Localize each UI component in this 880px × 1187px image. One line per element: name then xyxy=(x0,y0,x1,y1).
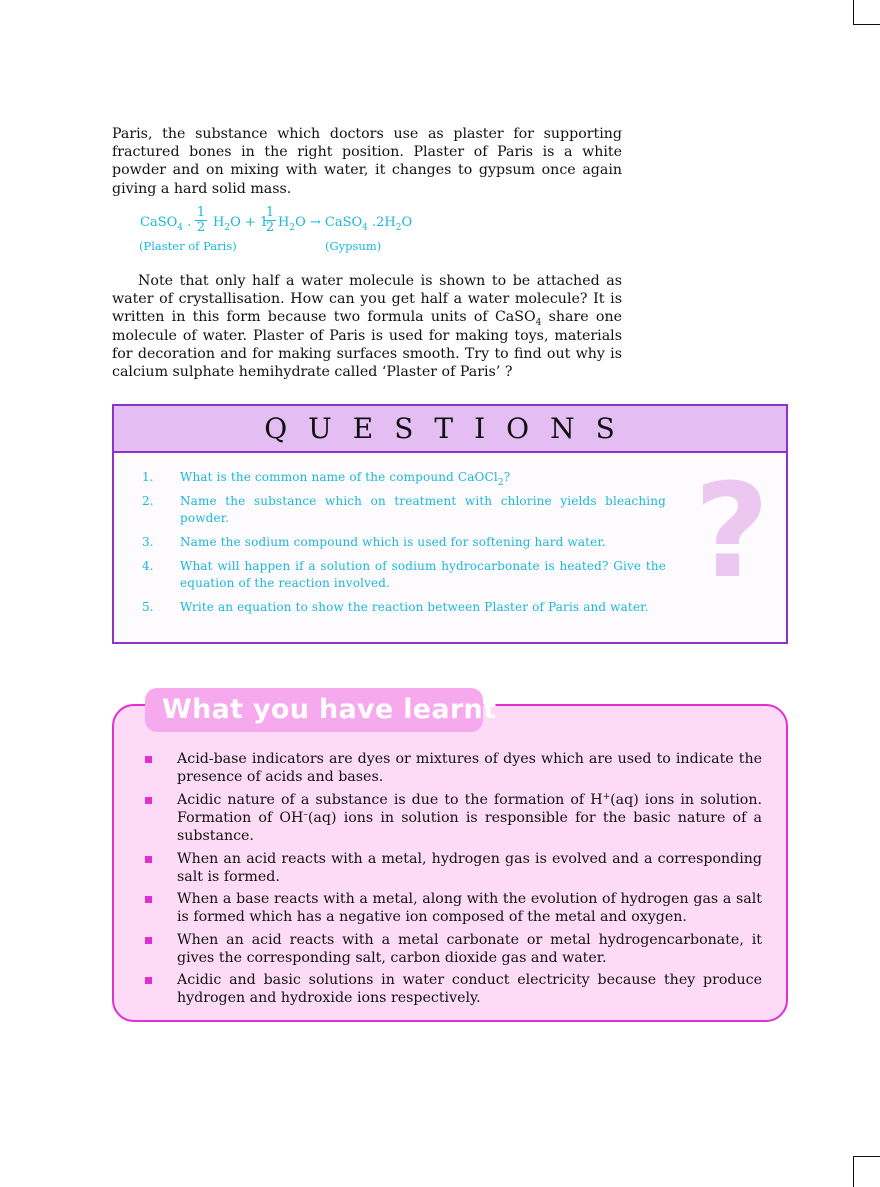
question-number: 1. xyxy=(142,470,154,484)
bullet-icon xyxy=(145,896,152,903)
paragraph-half-water: Note that only half a water molecule is shown to be attached as water of crystallisation. How can you get half a water molecule? It is written in this form because two formula units of CaSO$_4$ share one molecule of water. Plaster of Paris is used for making toys, materials for decoration and for making surfaces smooth. Try to find out why is calcium sulphate hemihydrate called ‘Plaster of Paris’ ? xyxy=(112,273,622,381)
learnt-title: What you have learnt xyxy=(162,694,497,725)
eq-one-half-fraction: $\frac{1}{2}$ xyxy=(265,205,275,235)
question-text: Name the substance which on treatment with chlorine yields bleaching powder. xyxy=(180,494,666,525)
questions-box xyxy=(112,404,788,644)
learnt-item: Acid-base indicators are dyes or mixtures of dyes which are used to indicate the presence of acids and bases. xyxy=(177,751,762,786)
paragraph-plaster-intro: Paris, the substance which doctors use as plaster for supporting fractured bones in the right position. Plaster of Paris is a white powder and on mixing with water, it changes to gypsum once again giving a hard solid mass. xyxy=(112,126,622,197)
question-number: 4. xyxy=(142,559,154,573)
question-text: Name the sodium compound which is used for softening hard water. xyxy=(180,535,606,549)
questions-title: QUESTIONS xyxy=(264,412,636,445)
bullet-icon xyxy=(145,756,152,763)
crop-mark-bottom xyxy=(853,1156,880,1187)
question-text: What will happen if a solution of sodium hydrocarbonate is heated? Give the equation of the reaction involved. xyxy=(180,559,666,590)
question-text: What is the common name of the compound CaOCl$_2$? xyxy=(180,470,511,488)
question-text: Write an equation to show the reaction between Plaster of Paris and water. xyxy=(180,600,649,614)
learnt-item: When an acid reacts with a metal, hydrogen gas is evolved and a corresponding salt is formed. xyxy=(177,851,762,886)
question-mark-icon: ? xyxy=(694,455,770,607)
eq-label-gypsum: (Gypsum) xyxy=(325,239,382,253)
learnt-item: When an acid reacts with a metal carbonate or metal hydrogencarbonate, it gives the corresponding salt, carbon dioxide gas and water. xyxy=(177,932,762,967)
question-number: 3. xyxy=(142,535,154,549)
bullet-icon xyxy=(145,856,152,863)
learnt-item: Acidic and basic solutions in water conduct electricity because they produce hydrogen and hydroxide ions respectively. xyxy=(177,972,762,1007)
question-number: 2. xyxy=(142,494,154,508)
eq-reactant: CaSO xyxy=(140,215,178,230)
bullet-icon xyxy=(145,937,152,944)
learnt-item: Acidic nature of a substance is due to the formation of H+(aq) ions in solution. Formation of OH–(aq) ions in solution is responsible for the basic nature of a substance. xyxy=(177,792,762,845)
question-number: 5. xyxy=(142,600,154,614)
questions-header xyxy=(114,406,786,453)
bullet-icon xyxy=(145,977,152,984)
bullet-icon xyxy=(145,797,152,804)
crop-mark-top xyxy=(853,0,880,25)
eq-half-fraction: $\frac{1}{2}$ xyxy=(196,205,206,235)
eq-label-plaster: (Plaster of Paris) xyxy=(139,239,237,253)
learnt-item: When a base reacts with a metal, along with the evolution of hydrogen gas a salt is formed which has a negative ion composed of the metal and oxygen. xyxy=(177,891,762,926)
